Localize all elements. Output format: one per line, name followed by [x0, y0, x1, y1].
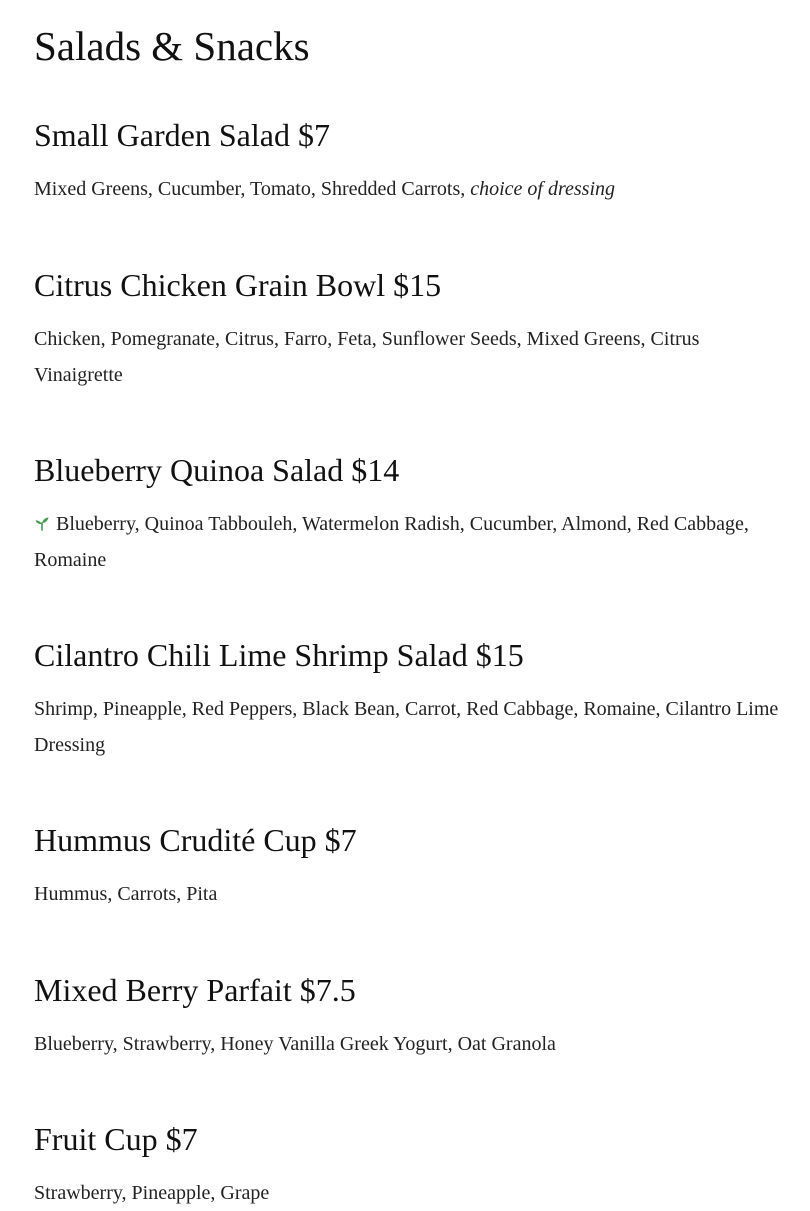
menu-item-title [34, 266, 789, 304]
menu-item-ingredients: Blueberry, Quinoa Tabbouleh, Watermelon Radish, Cucumber, Almond, Red Cabbage, Romaine [34, 513, 749, 571]
menu-item-ingredients: Mixed Greens, Cucumber, Tomato, Shredded Carrots, [34, 178, 466, 200]
menu-item-citrus-chicken-grain-bowl [34, 266, 789, 393]
menu-item-name: Mixed Berry Parfait [34, 972, 292, 1008]
menu-item-description [34, 321, 789, 393]
menu-item-price: $15 [393, 267, 442, 303]
menu-item-small-garden-salad [34, 116, 789, 207]
menu-item-description [34, 171, 789, 207]
menu-item-price: $15 [475, 637, 524, 673]
leaf-icon [34, 515, 50, 531]
menu-item-price: $7.5 [299, 972, 356, 1008]
menu-item-description [34, 691, 789, 763]
menu-item-ingredients: Blueberry, Strawberry, Honey Vanilla Greek Yogurt, Oat Granola [34, 1033, 556, 1055]
menu-item-ingredients: Strawberry, Pineapple, Grape [34, 1182, 270, 1204]
menu-item-description [34, 506, 789, 578]
menu-item-note: choice of dressing [470, 178, 616, 200]
menu-item-title [34, 451, 789, 489]
menu-item-hummus-crudite-cup [34, 821, 789, 912]
menu-item-title [34, 971, 789, 1009]
menu-item-price: $7 [165, 1121, 198, 1157]
menu-item-title [34, 116, 789, 154]
menu-item-name: Hummus Crudité Cup [34, 822, 317, 858]
menu-item-blueberry-quinoa-salad [34, 451, 789, 578]
section-title: Salads & Snacks [34, 23, 310, 69]
menu-item-name: Blueberry Quinoa Salad [34, 452, 344, 488]
menu-item-name: Fruit Cup [34, 1121, 158, 1157]
menu-item-mixed-berry-parfait [34, 971, 789, 1062]
menu-item-cilantro-chili-lime-shrimp-salad [34, 636, 789, 763]
menu-item-price: $14 [351, 452, 400, 488]
menu-item-name: Citrus Chicken Grain Bowl [34, 267, 386, 303]
menu-item-price: $7 [324, 822, 357, 858]
menu-item-title [34, 1120, 789, 1158]
menu-item-name: Small Garden Salad [34, 117, 290, 153]
menu-item-name: Cilantro Chili Lime Shrimp Salad [34, 637, 468, 673]
menu-item-price: $7 [297, 117, 330, 153]
menu-item-ingredients: Chicken, Pomegranate, Citrus, Farro, Feta, Sunflower Seeds, Mixed Greens, Citrus Vinaigrette [34, 328, 700, 386]
menu-item-description [34, 1026, 789, 1062]
menu-item-fruit-cup [34, 1120, 789, 1211]
menu-item-ingredients: Shrimp, Pineapple, Red Peppers, Black Bean, Carrot, Red Cabbage, Romaine, Cilantro Lime Dressing [34, 698, 779, 756]
menu-item-title [34, 821, 789, 859]
menu-item-description [34, 876, 789, 912]
menu-item-ingredients: Hummus, Carrots, Pita [34, 883, 218, 905]
menu-item-title [34, 636, 789, 674]
